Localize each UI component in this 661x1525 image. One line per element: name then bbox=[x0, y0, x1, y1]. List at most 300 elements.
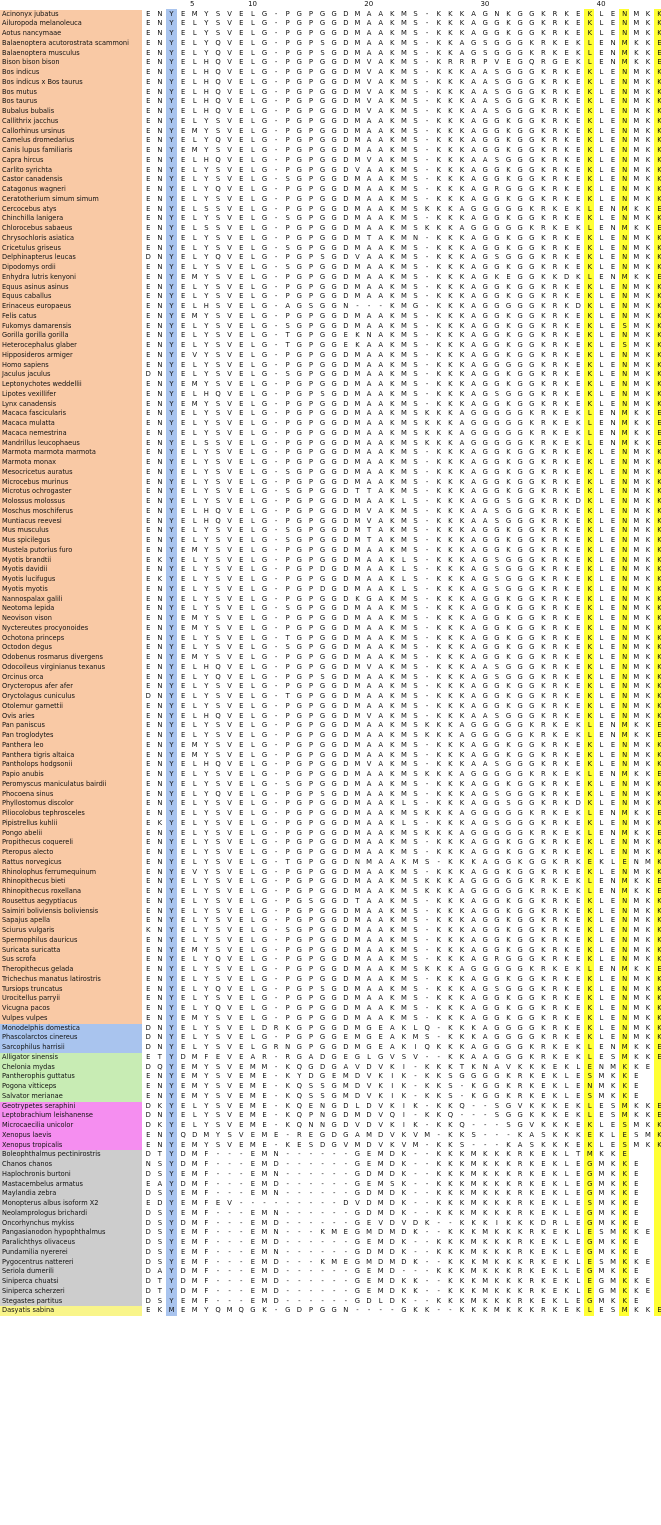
residue: E bbox=[143, 88, 155, 98]
residue: - bbox=[270, 634, 282, 644]
residue: G bbox=[514, 78, 526, 88]
residue: E bbox=[235, 1014, 247, 1024]
residue: E bbox=[572, 838, 584, 848]
residue: G bbox=[294, 741, 306, 751]
residue: R bbox=[549, 585, 561, 595]
residue: P bbox=[282, 624, 294, 634]
residue: - bbox=[270, 663, 282, 673]
residue: E bbox=[177, 819, 189, 829]
residue: - bbox=[421, 487, 433, 497]
residue: K bbox=[538, 946, 550, 956]
residue: A bbox=[387, 1033, 399, 1043]
residue: E bbox=[177, 39, 189, 49]
residue: P bbox=[282, 400, 294, 410]
residue: G bbox=[328, 907, 340, 917]
residue: N bbox=[154, 1004, 166, 1014]
residue: A bbox=[363, 253, 375, 263]
residue: S bbox=[410, 10, 422, 20]
residue: M bbox=[352, 29, 364, 39]
residue: G bbox=[317, 517, 329, 527]
residue: R bbox=[549, 331, 561, 341]
residue: N bbox=[154, 848, 166, 858]
species-name: Pan troglodytes bbox=[0, 731, 142, 741]
residue: G bbox=[503, 790, 515, 800]
residue: M bbox=[398, 926, 410, 936]
residue: Y bbox=[201, 458, 213, 468]
residue: V bbox=[224, 614, 236, 624]
residue: K bbox=[642, 721, 654, 731]
residue: P bbox=[282, 507, 294, 517]
residue: K bbox=[387, 312, 399, 322]
residue: K bbox=[433, 370, 445, 380]
residue: S bbox=[410, 283, 422, 293]
residue: G bbox=[491, 166, 503, 176]
residue: P bbox=[305, 760, 317, 770]
residue: L bbox=[247, 809, 259, 819]
residue: G bbox=[294, 97, 306, 107]
residue: G bbox=[328, 955, 340, 965]
residue: L bbox=[189, 721, 201, 731]
species-name: Balaenoptera musculus bbox=[0, 49, 142, 59]
residue: K bbox=[642, 809, 654, 819]
residue: K bbox=[433, 273, 445, 283]
residue: K bbox=[456, 244, 468, 254]
residue: L bbox=[247, 390, 259, 400]
residue: A bbox=[375, 760, 387, 770]
residue: E bbox=[596, 205, 608, 215]
residue: K bbox=[433, 936, 445, 946]
residue: K bbox=[642, 751, 654, 761]
species-name: Mus musculus bbox=[0, 526, 142, 536]
residue: L bbox=[596, 838, 608, 848]
residue: G bbox=[259, 682, 271, 692]
residue: P bbox=[282, 741, 294, 751]
residue: N bbox=[619, 146, 631, 156]
residue: Y bbox=[201, 721, 213, 731]
residue: G bbox=[259, 127, 271, 137]
residue: S bbox=[410, 985, 422, 995]
residue: R bbox=[549, 156, 561, 166]
residue: N bbox=[619, 253, 631, 263]
residue: E bbox=[607, 185, 619, 195]
residue: K bbox=[387, 78, 399, 88]
residue: S bbox=[212, 29, 224, 39]
residue: M bbox=[247, 1063, 259, 1073]
residue: E bbox=[235, 926, 247, 936]
residue: G bbox=[479, 887, 491, 897]
residue: S bbox=[201, 439, 213, 449]
residue: A bbox=[363, 370, 375, 380]
residue: E bbox=[572, 614, 584, 624]
residue: G bbox=[328, 916, 340, 926]
residue: K bbox=[154, 819, 166, 829]
residue: K bbox=[538, 478, 550, 488]
species-name: Monodelphis domestica bbox=[0, 1024, 142, 1034]
residue: S bbox=[212, 829, 224, 839]
residue: Y bbox=[166, 234, 178, 244]
residue: V bbox=[224, 419, 236, 429]
residue: G bbox=[259, 88, 271, 98]
residue: V bbox=[224, 380, 236, 390]
residue: E bbox=[654, 770, 661, 780]
residue: K bbox=[538, 604, 550, 614]
residue: L bbox=[596, 936, 608, 946]
residue: - bbox=[270, 790, 282, 800]
residue: K bbox=[387, 1014, 399, 1024]
residue: G bbox=[294, 390, 306, 400]
residue: K bbox=[387, 175, 399, 185]
residue: E bbox=[177, 439, 189, 449]
species-name: Spermophilus dauricus bbox=[0, 936, 142, 946]
residue: K bbox=[631, 273, 643, 283]
residue: - bbox=[270, 390, 282, 400]
residue: P bbox=[305, 1024, 317, 1034]
residue: L bbox=[247, 146, 259, 156]
residue: A bbox=[456, 965, 468, 975]
residue: P bbox=[282, 351, 294, 361]
residue: S bbox=[212, 419, 224, 429]
residue: E bbox=[143, 448, 155, 458]
residue: E bbox=[177, 497, 189, 507]
residue: L bbox=[247, 97, 259, 107]
residue: N bbox=[619, 29, 631, 39]
residue: E bbox=[235, 721, 247, 731]
residue: G bbox=[479, 292, 491, 302]
residue: M bbox=[398, 68, 410, 78]
residue: A bbox=[363, 819, 375, 829]
residue: K bbox=[387, 214, 399, 224]
residue: E bbox=[607, 838, 619, 848]
residue: G bbox=[514, 1024, 526, 1034]
residue: D bbox=[340, 712, 352, 722]
residue: L bbox=[247, 526, 259, 536]
residue: S bbox=[212, 234, 224, 244]
residue: K bbox=[538, 234, 550, 244]
residue: L bbox=[189, 1033, 201, 1043]
residue: V bbox=[224, 663, 236, 673]
residue: E bbox=[654, 731, 661, 741]
residue: M bbox=[398, 458, 410, 468]
residue: K bbox=[584, 702, 596, 712]
residue: S bbox=[410, 721, 422, 731]
residue: S bbox=[410, 88, 422, 98]
residue: E bbox=[596, 770, 608, 780]
residue: L bbox=[596, 370, 608, 380]
residue: Y bbox=[166, 10, 178, 20]
residue: K bbox=[445, 829, 457, 839]
residue: G bbox=[526, 234, 538, 244]
residue: N bbox=[154, 351, 166, 361]
residue: D bbox=[340, 29, 352, 39]
residue: K bbox=[631, 224, 643, 234]
residue: M bbox=[398, 439, 410, 449]
residue: E bbox=[177, 1004, 189, 1014]
species-name: Carlito syrichta bbox=[0, 166, 142, 176]
residue: G bbox=[305, 1063, 317, 1073]
residue: E bbox=[177, 946, 189, 956]
residue: N bbox=[619, 819, 631, 829]
residue: K bbox=[387, 809, 399, 819]
residue: E bbox=[235, 877, 247, 887]
residue: L bbox=[247, 205, 259, 215]
residue: E bbox=[654, 419, 661, 429]
residue: P bbox=[282, 185, 294, 195]
residue: A bbox=[247, 1053, 259, 1063]
residue: E bbox=[143, 614, 155, 624]
residue: N bbox=[154, 517, 166, 527]
residue: G bbox=[514, 409, 526, 419]
residue: D bbox=[340, 68, 352, 78]
residue: S bbox=[282, 175, 294, 185]
residue: M bbox=[352, 936, 364, 946]
residue: G bbox=[514, 536, 526, 546]
residue: V bbox=[224, 478, 236, 488]
residue: M bbox=[398, 653, 410, 663]
species-name: Tursiops truncatus bbox=[0, 985, 142, 995]
residue: K bbox=[642, 507, 654, 517]
residue: K bbox=[654, 292, 661, 302]
residue: G bbox=[294, 965, 306, 975]
residue: G bbox=[526, 1033, 538, 1043]
residue: Y bbox=[166, 185, 178, 195]
residue: A bbox=[468, 283, 480, 293]
residue: E bbox=[143, 68, 155, 78]
residue: K bbox=[572, 877, 584, 887]
residue: G bbox=[526, 487, 538, 497]
residue: K bbox=[642, 331, 654, 341]
residue: M bbox=[352, 88, 364, 98]
residue: L bbox=[189, 458, 201, 468]
residue: V bbox=[224, 790, 236, 800]
species-name: Acinonyx jubatus bbox=[0, 10, 142, 20]
residue: S bbox=[282, 926, 294, 936]
residue: L bbox=[596, 819, 608, 829]
residue: E bbox=[654, 224, 661, 234]
residue: G bbox=[259, 624, 271, 634]
residue: Q bbox=[212, 88, 224, 98]
residue: S bbox=[410, 409, 422, 419]
residue: L bbox=[189, 848, 201, 858]
residue: G bbox=[526, 29, 538, 39]
residue: N bbox=[619, 760, 631, 770]
residue: K bbox=[584, 97, 596, 107]
residue: E bbox=[572, 868, 584, 878]
residue: V bbox=[224, 975, 236, 985]
residue: K bbox=[456, 10, 468, 20]
residue: L bbox=[189, 731, 201, 741]
residue: - bbox=[270, 760, 282, 770]
residue: L bbox=[247, 624, 259, 634]
residue: - bbox=[421, 565, 433, 575]
residue: G bbox=[503, 205, 515, 215]
residue: G bbox=[479, 234, 491, 244]
residue: S bbox=[410, 419, 422, 429]
residue: R bbox=[549, 68, 561, 78]
residue: G bbox=[479, 351, 491, 361]
residue: K bbox=[654, 507, 661, 517]
residue: G bbox=[328, 322, 340, 332]
residue: G bbox=[259, 429, 271, 439]
residue: A bbox=[468, 331, 480, 341]
residue: P bbox=[305, 868, 317, 878]
residue: E bbox=[143, 29, 155, 39]
residue: G bbox=[479, 946, 491, 956]
residue: G bbox=[259, 809, 271, 819]
residue: S bbox=[212, 926, 224, 936]
residue: G bbox=[491, 926, 503, 936]
residue: G bbox=[549, 58, 561, 68]
residue: A bbox=[375, 439, 387, 449]
residue: E bbox=[561, 409, 573, 419]
residue: G bbox=[468, 409, 480, 419]
residue: L bbox=[596, 760, 608, 770]
residue: M bbox=[352, 351, 364, 361]
residue: P bbox=[305, 819, 317, 829]
residue: A bbox=[375, 497, 387, 507]
residue: K bbox=[387, 29, 399, 39]
residue: - bbox=[270, 1004, 282, 1014]
residue: K bbox=[445, 49, 457, 59]
residue: N bbox=[154, 770, 166, 780]
residue: V bbox=[224, 409, 236, 419]
residue: R bbox=[445, 58, 457, 68]
residue: K bbox=[445, 770, 457, 780]
residue: K bbox=[433, 916, 445, 926]
residue: G bbox=[410, 302, 422, 312]
species-name: Ailuropoda melanoleuca bbox=[0, 19, 142, 29]
residue: G bbox=[503, 877, 515, 887]
residue: E bbox=[607, 507, 619, 517]
residue: E bbox=[607, 234, 619, 244]
residue: K bbox=[538, 68, 550, 78]
residue: K bbox=[433, 49, 445, 59]
residue: E bbox=[235, 97, 247, 107]
residue: E bbox=[572, 760, 584, 770]
residue: G bbox=[479, 673, 491, 683]
residue: E bbox=[177, 663, 189, 673]
residue: Y bbox=[166, 409, 178, 419]
residue: M bbox=[631, 234, 643, 244]
residue: L bbox=[189, 604, 201, 614]
residue: Y bbox=[201, 653, 213, 663]
residue: K bbox=[433, 390, 445, 400]
residue: L bbox=[247, 634, 259, 644]
residue: L bbox=[189, 205, 201, 215]
residue: A bbox=[375, 1004, 387, 1014]
residue: A bbox=[468, 88, 480, 98]
residue: G bbox=[491, 526, 503, 536]
residue: G bbox=[294, 234, 306, 244]
residue: V bbox=[224, 88, 236, 98]
residue: G bbox=[317, 868, 329, 878]
residue: K bbox=[456, 692, 468, 702]
residue: K bbox=[561, 790, 573, 800]
residue: P bbox=[282, 809, 294, 819]
residue: K bbox=[584, 975, 596, 985]
residue: G bbox=[514, 361, 526, 371]
residue: Y bbox=[201, 585, 213, 595]
residue: K bbox=[561, 19, 573, 29]
residue: V bbox=[224, 39, 236, 49]
residue: E bbox=[607, 702, 619, 712]
residue: - bbox=[421, 68, 433, 78]
residue: Y bbox=[166, 760, 178, 770]
residue: L bbox=[247, 361, 259, 371]
residue: M bbox=[398, 809, 410, 819]
residue: G bbox=[294, 205, 306, 215]
residue: M bbox=[398, 595, 410, 605]
residue: G bbox=[526, 975, 538, 985]
residue: P bbox=[305, 497, 317, 507]
residue: G bbox=[479, 1043, 491, 1053]
residue: G bbox=[259, 1004, 271, 1014]
residue: N bbox=[154, 799, 166, 809]
residue: Y bbox=[166, 614, 178, 624]
residue: N bbox=[619, 214, 631, 224]
residue: K bbox=[561, 341, 573, 351]
residue: K bbox=[526, 770, 538, 780]
residue: E bbox=[572, 994, 584, 1004]
residue: G bbox=[491, 604, 503, 614]
residue: A bbox=[375, 907, 387, 917]
residue: E bbox=[235, 565, 247, 575]
residue: A bbox=[375, 19, 387, 29]
residue: G bbox=[491, 195, 503, 205]
residue: - bbox=[270, 848, 282, 858]
residue: - bbox=[421, 273, 433, 283]
residue: G bbox=[503, 575, 515, 585]
residue: V bbox=[224, 263, 236, 273]
residue: G bbox=[491, 283, 503, 293]
residue: K bbox=[387, 234, 399, 244]
residue: M bbox=[631, 819, 643, 829]
residue: T bbox=[352, 897, 364, 907]
residue: A bbox=[468, 214, 480, 224]
residue: P bbox=[282, 448, 294, 458]
residue: P bbox=[305, 721, 317, 731]
residue: L bbox=[189, 712, 201, 722]
residue: K bbox=[642, 78, 654, 88]
residue: K bbox=[549, 1053, 561, 1063]
residue: K bbox=[433, 1004, 445, 1014]
residue: - bbox=[270, 868, 282, 878]
residue: G bbox=[294, 361, 306, 371]
residue: G bbox=[328, 1024, 340, 1034]
residue: G bbox=[317, 292, 329, 302]
residue: F bbox=[201, 1053, 213, 1063]
residue: N bbox=[154, 829, 166, 839]
residue: K bbox=[445, 731, 457, 741]
residue: E bbox=[143, 497, 155, 507]
residue: E bbox=[572, 361, 584, 371]
residue: G bbox=[514, 916, 526, 926]
residue: M bbox=[189, 146, 201, 156]
residue: G bbox=[526, 448, 538, 458]
residue: N bbox=[619, 790, 631, 800]
residue: E bbox=[177, 955, 189, 965]
residue: K bbox=[445, 643, 457, 653]
residue: N bbox=[154, 68, 166, 78]
residue: G bbox=[317, 916, 329, 926]
residue: K bbox=[433, 58, 445, 68]
residue: K bbox=[561, 107, 573, 117]
residue: E bbox=[235, 175, 247, 185]
residue: P bbox=[305, 916, 317, 926]
residue: V bbox=[224, 907, 236, 917]
residue: M bbox=[398, 292, 410, 302]
residue: R bbox=[549, 673, 561, 683]
residue: M bbox=[352, 19, 364, 29]
